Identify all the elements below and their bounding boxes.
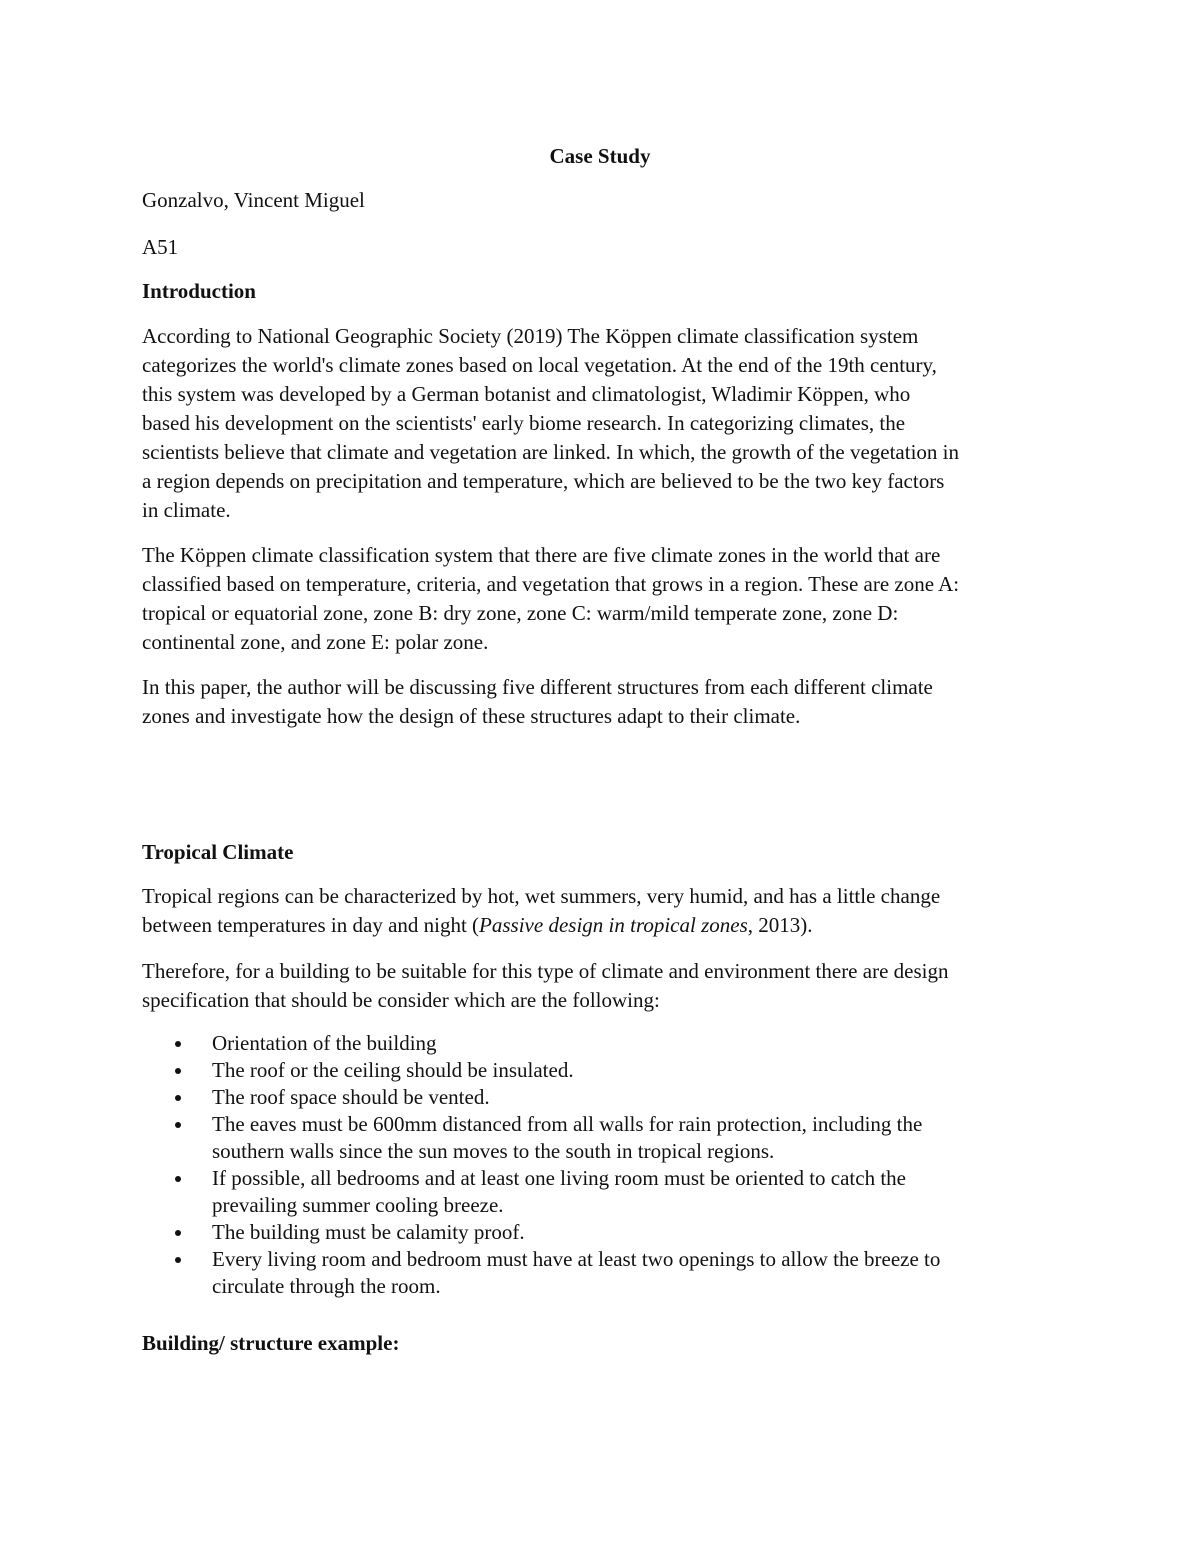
text-line: The roof or the ceiling should be insulated. (212, 1058, 574, 1082)
introduction-heading: Introduction (142, 279, 256, 303)
text-line: a region depends on precipitation and temperature, which are believed to be the two key factors (142, 469, 945, 493)
author-name: Gonzalvo, Vincent Miguel (142, 188, 365, 212)
text-line: based his development on the scientists' early biome research. In categorizing climates, the (142, 411, 906, 435)
bullet-icon (175, 1257, 181, 1263)
introduction-paragraph-3 (142, 673, 1072, 731)
bullet-icon (175, 1068, 181, 1074)
text-line: According to National Geographic Society (2019) The Köppen climate classification system (142, 324, 919, 348)
tropical-climate-heading: Tropical Climate (142, 840, 294, 864)
text-segment: between temperatures in day and night ( (142, 913, 480, 937)
list-item (142, 1165, 1072, 1219)
design-specification-list (142, 1030, 1072, 1300)
text-line: in climate. (142, 498, 231, 522)
text-line: this system was developed by a German botanist and climatologist, Wladimir Köppen, who (142, 382, 911, 406)
text-line: The Köppen climate classification system that there are five climate zones in the world that are (142, 543, 941, 567)
list-item (142, 1219, 1072, 1246)
text-line: southern walls since the sun moves to the south in tropical regions. (212, 1139, 775, 1163)
list-item (142, 1030, 1072, 1057)
list-item (142, 1057, 1072, 1084)
list-item (142, 1111, 1072, 1165)
text-line: categorizes the world's climate zones based on local vegetation. At the end of the 19th century, (142, 353, 937, 377)
text-line: Orientation of the building (212, 1031, 437, 1055)
text-line (142, 911, 1072, 940)
text-line: If possible, all bedrooms and at least one living room must be oriented to catch the (212, 1166, 906, 1190)
text-line: Tropical regions can be characterized by hot, wet summers, very humid, and has a little change (142, 884, 941, 908)
text-line: prevailing summer cooling breeze. (212, 1193, 504, 1217)
list-item (142, 1084, 1072, 1111)
bullet-icon (175, 1122, 181, 1128)
text-segment: , 2013). (747, 913, 813, 937)
text-line: Therefore, for a building to be suitable for this type of climate and environment there are design (142, 959, 949, 983)
text-line: The roof space should be vented. (212, 1085, 490, 1109)
citation-title: Passive design in tropical zones (479, 913, 748, 937)
building-example-heading: Building/ structure example: (142, 1331, 400, 1355)
text-line: zones and investigate how the design of these structures adapt to their climate. (142, 704, 801, 728)
text-line: classified based on temperature, criteria, and vegetation that grows in a region. These are zone A: (142, 572, 960, 596)
tropical-paragraph-1 (142, 882, 1072, 940)
document-title: Case Study (549, 144, 651, 168)
section-code: A51 (142, 235, 179, 259)
bullet-icon (175, 1176, 181, 1182)
text-line: In this paper, the author will be discussing five different structures from each different climate (142, 675, 933, 699)
text-line: scientists believe that climate and vegetation are linked. In which, the growth of the vegetation in (142, 440, 959, 464)
bullet-icon (175, 1230, 181, 1236)
text-line: Every living room and bedroom must have at least two openings to allow the breeze to (212, 1247, 941, 1271)
list-item (142, 1246, 1072, 1300)
text-line: circulate through the room. (212, 1274, 441, 1298)
text-line: The eaves must be 600mm distanced from all walls for rain protection, including the (212, 1112, 923, 1136)
bullet-icon (175, 1041, 181, 1047)
text-line: The building must be calamity proof. (212, 1220, 525, 1244)
introduction-paragraph-1 (142, 322, 1072, 525)
introduction-paragraph-2 (142, 541, 1072, 657)
text-line: tropical or equatorial zone, zone B: dry zone, zone C: warm/mild temperate zone, zone D: (142, 601, 899, 625)
text-line: continental zone, and zone E: polar zone. (142, 630, 489, 654)
bullet-icon (175, 1095, 181, 1101)
text-line: specification that should be consider which are the following: (142, 988, 660, 1012)
tropical-paragraph-2 (142, 957, 1072, 1015)
